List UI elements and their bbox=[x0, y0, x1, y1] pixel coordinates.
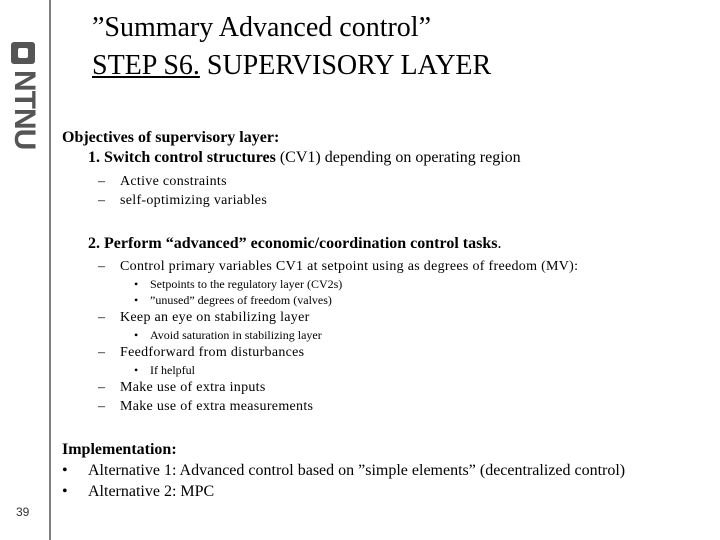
objective-2-sub: – Keep an eye on stabilizing layer bbox=[98, 308, 712, 327]
title-line-1: ”Summary Advanced control” bbox=[92, 12, 432, 43]
objective-1-rest: (CV1) depending on operating region bbox=[275, 149, 521, 166]
objective-2-bullet: • If helpful bbox=[134, 362, 712, 378]
sidebar bbox=[0, 0, 51, 540]
objective-2-number: 2. bbox=[88, 235, 104, 252]
title-line-2 bbox=[92, 50, 491, 82]
objectives-section bbox=[62, 128, 712, 416]
objective-1-bold: Switch control structures bbox=[104, 149, 276, 166]
title-rest: SUPERVISORY LAYER bbox=[199, 50, 492, 81]
objective-2-sub: – Make use of extra measurements bbox=[98, 397, 712, 416]
ntnu-logo-icon bbox=[11, 42, 35, 64]
objective-2-sub: – Make use of extra inputs bbox=[98, 378, 712, 397]
objective-2-sub: – Control primary variables CV1 at setpoint using as degrees of freedom (MV): bbox=[98, 257, 712, 276]
objective-2 bbox=[88, 234, 712, 254]
objective-2-rest: . bbox=[497, 235, 502, 252]
objective-2-bullet: • ”unused” degrees of freedom (valves) bbox=[134, 292, 712, 308]
objective-1-number: 1. bbox=[88, 149, 104, 166]
objective-2-sub: – Feedforward from disturbances bbox=[98, 343, 712, 362]
objectives-heading: Objectives of supervisory layer: bbox=[62, 129, 280, 146]
objective-1 bbox=[88, 148, 712, 168]
implementation-item: • Alternative 2: MPC bbox=[62, 481, 712, 502]
title-step: STEP S6. bbox=[92, 50, 200, 81]
objective-2-bullet: • Avoid saturation in stabilizing layer bbox=[134, 327, 712, 343]
objective-2-bold: Perform “advanced” economic/coordination control tasks bbox=[104, 235, 498, 252]
page-number: 39 bbox=[16, 505, 30, 519]
implementation-item: • Alternative 1: Advanced control based on ”simple elements” (decentralized control) bbox=[62, 460, 712, 481]
slide-title bbox=[92, 12, 491, 82]
objective-2-bullet: • Setpoints to the regulatory layer (CV2s) bbox=[134, 276, 712, 292]
implementation-heading: Implementation: bbox=[62, 441, 177, 458]
logo-text: NTNU bbox=[8, 70, 41, 150]
implementation-section bbox=[62, 440, 712, 502]
objective-1-sub: – Active constraints bbox=[98, 172, 712, 191]
objective-1-sub: – self-optimizing variables bbox=[98, 191, 712, 210]
